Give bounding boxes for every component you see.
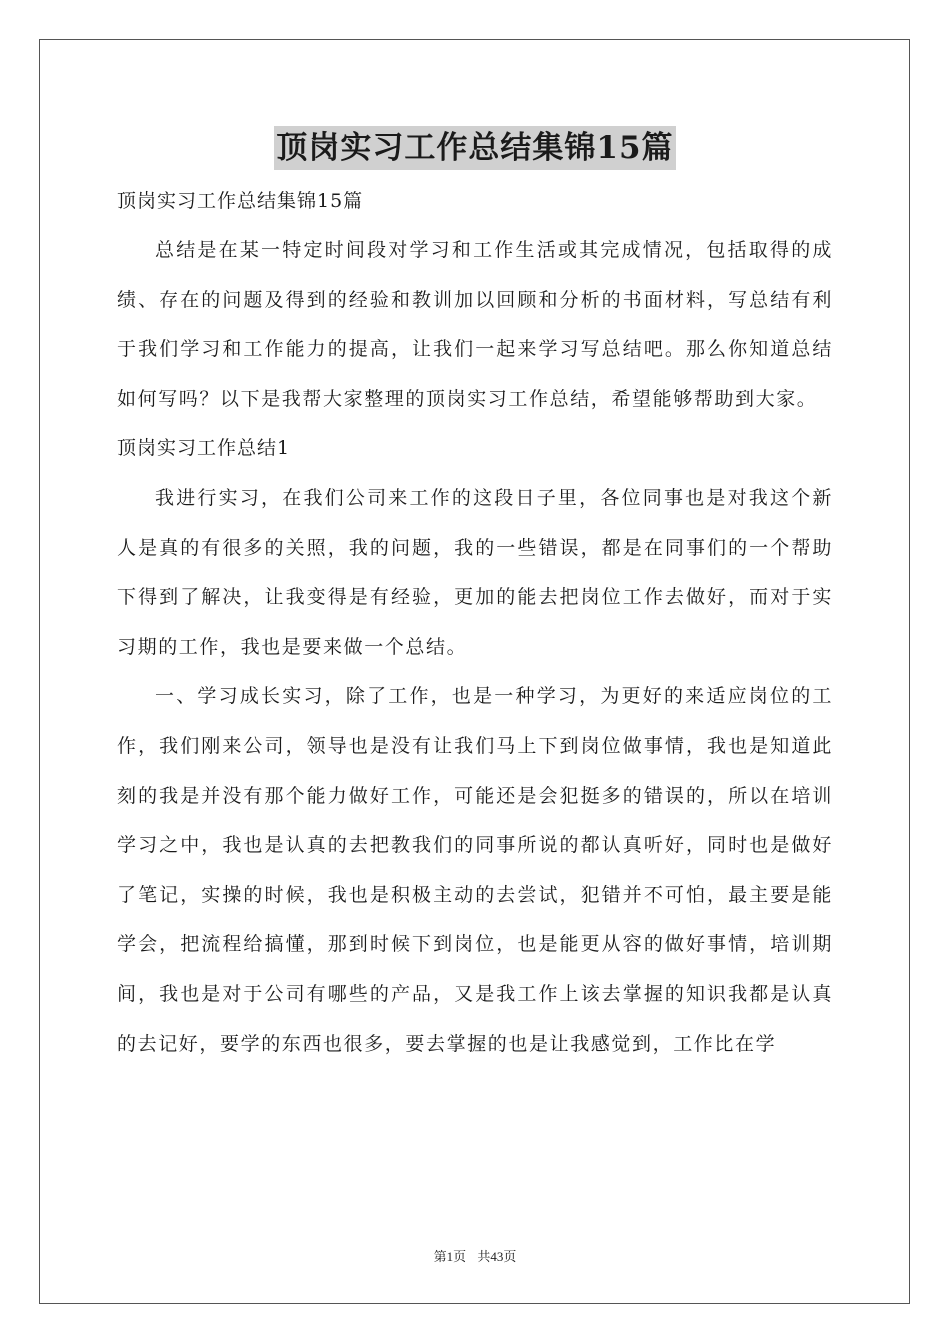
document-subtitle: 顶岗实习工作总结集锦15篇 xyxy=(117,190,364,212)
document-title: 顶岗实习工作总结集锦15篇 xyxy=(274,126,675,170)
page-number: 第1页 xyxy=(433,1249,467,1264)
paragraph-1: 我进行实习，在我们公司来工作的这段日子里，各位同事也是对我这个新人是真的有很多的关照，我的问题，我的一些错误，都是在同事们的一个帮助下得到了解决，让我变得是有经验，更加的能去把岗位工作去做好，而对于实习期的工作，我也是要来做一个总结。 xyxy=(117,486,833,658)
page-footer xyxy=(0,1246,950,1265)
paragraph-2: 一、学习成长实习，除了工作，也是一种学习，为更好的来适应岗位的工作，我们刚来公司，领导也是没有让我们马上下到岗位做事情，我也是知道此刻的我是并没有那个能力做好工作，可能还是会犯挺多的错误的，所以在培训学习之中，我也是认真的去把教我们的同事所说的都认真听好，同时也是做好了笔记，实操的时候，我也是积极主动的去尝试，犯错并不可怕，最主要是能学会，把流程给搞懂，那到时候下到岗位，也是能更从容的做好事情，培训期间，我也是对于公司有哪些的产品，又是我工作上该去掌握的知识我都是认真的去记好，要学的东西也很多，要去掌握的也是让我感觉到，工作比在学 xyxy=(117,685,833,1055)
total-pages: 共43页 xyxy=(477,1249,517,1264)
document-body xyxy=(117,120,833,1069)
intro-paragraph: 总结是在某一特定时间段对学习和工作生活或其完成情况，包括取得的成绩、存在的问题及得到的经验和教训加以回顾和分析的书面材料，写总结有利于我们学习和工作能力的提高，让我们一起来学习写总结吧。那么你知道总结如何写吗？以下是我帮大家整理的顶岗实习工作总结，希望能够帮助到大家。 xyxy=(117,239,833,410)
section-heading: 顶岗实习工作总结1 xyxy=(117,437,291,460)
title-container xyxy=(117,120,833,176)
